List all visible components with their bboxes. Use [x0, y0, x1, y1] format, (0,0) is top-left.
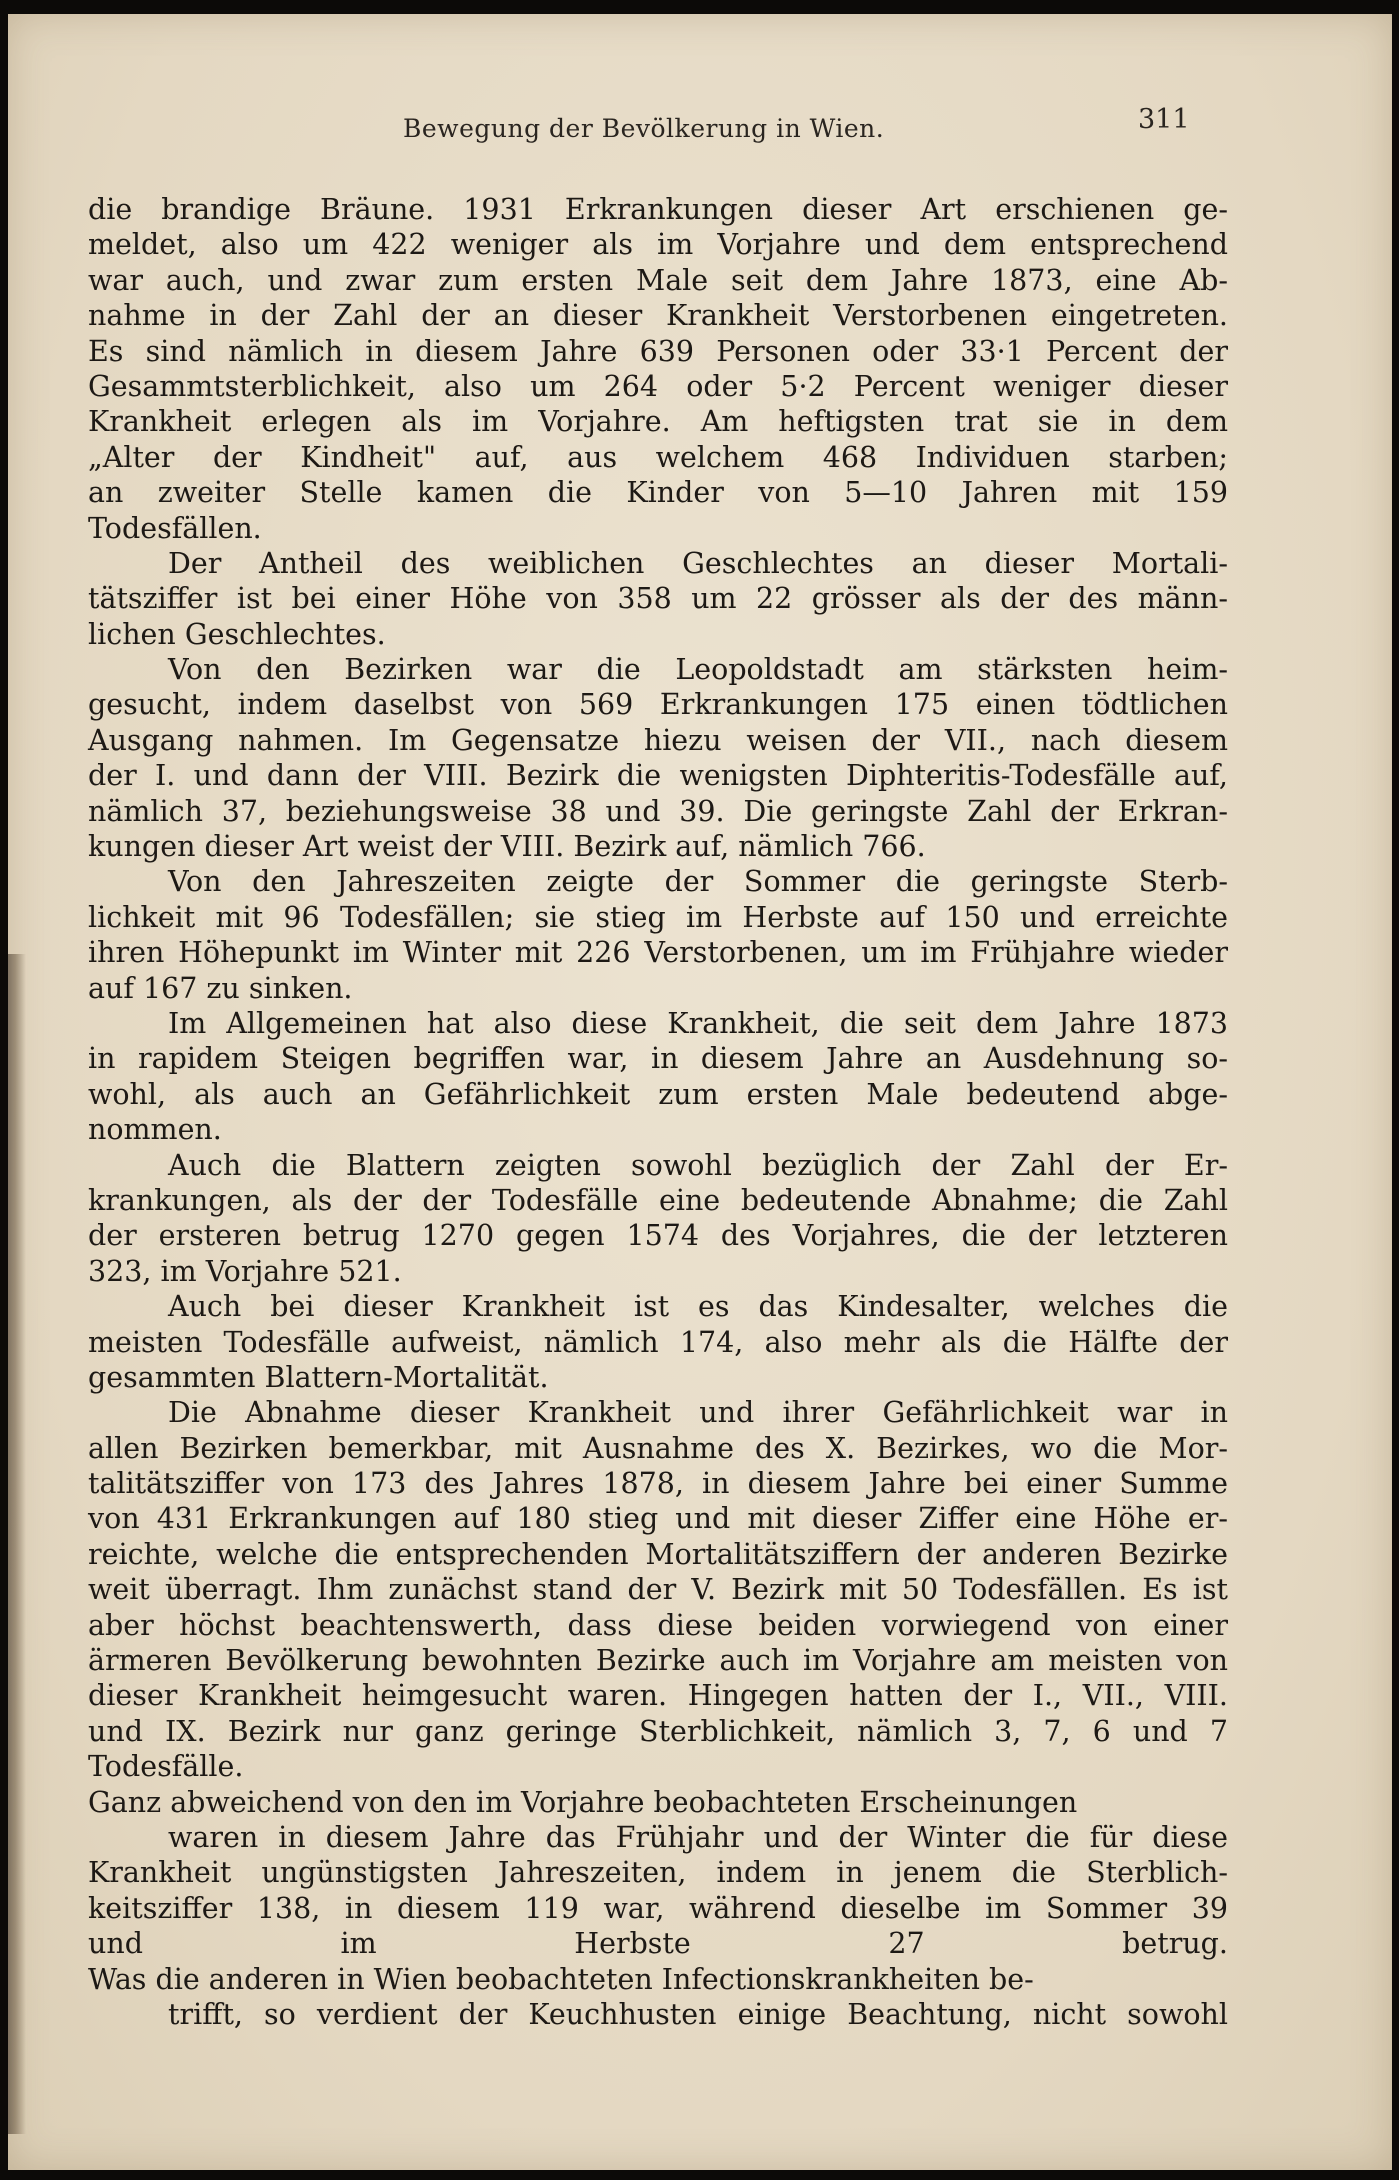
text-line: ärmeren Bevölkerung bewohnten Bezirke auch im Vorjahre am meisten von	[88, 1644, 1228, 1678]
text-line: Was die anderen in Wien beobachteten Infectionskrankheiten be-	[88, 1962, 1034, 1996]
text-line: Ausgang nahmen. Im Gegensatze hiezu weisen der VII., nach diesem	[88, 723, 1228, 757]
text-line: Krankheit erlegen als im Vorjahre. Am heftigsten trat sie in dem	[88, 405, 1228, 439]
text-line: und IX. Bezirk nur ganz geringe Sterblichkeit, nämlich 3, 7, 6 und 7	[88, 1714, 1228, 1748]
text-line: keitsziffer 138, in diesem 119 war, während dieselbe im Sommer 39	[88, 1891, 1228, 1925]
text-line: nahme in der Zahl der an dieser Krankheit Verstorbenen eingetreten.	[88, 299, 1228, 333]
text-line: lichen Geschlechtes.	[88, 617, 386, 651]
text-line: in rapidem Steigen begriffen war, in diesem Jahre an Ausdehnung so-	[88, 1042, 1228, 1076]
text-line: und im Herbste 27 betrug.	[88, 1927, 1228, 1961]
text-line: Todesfällen.	[88, 511, 262, 545]
text-line: war auch, und zwar zum ersten Male seit dem Jahre 1873, eine Ab-	[88, 263, 1228, 297]
text-line: Im Allgemeinen hat also diese Krankheit, die seit dem Jahre 1873	[168, 1006, 1228, 1040]
text-line: Die Abnahme dieser Krankheit und ihrer Gefährlichkeit war in	[168, 1396, 1228, 1430]
text-line: Krankheit ungünstigsten Jahreszeiten, indem in jenem die Sterblich-	[88, 1856, 1228, 1890]
text-line: „Alter der Kindheit" auf, aus welchem 468 Individuen starben;	[88, 440, 1228, 474]
text-line: allen Bezirken bemerkbar, mit Ausnahme des X. Bezirkes, wo die Mor-	[88, 1431, 1228, 1465]
text-line: von 431 Erkrankungen auf 180 stieg und mit dieser Ziffer eine Höhe er-	[88, 1502, 1228, 1536]
text-line: der I. und dann der VIII. Bezirk die wenigsten Diphteritis-Todesfälle auf,	[88, 759, 1228, 793]
text-line: Der Antheil des weiblichen Geschlechtes an dieser Mortali-	[168, 546, 1228, 580]
text-line: Es sind nämlich in diesem Jahre 639 Personen oder 33·1 Percent der	[88, 334, 1228, 368]
text-line: die brandige Bräune. 1931 Erkrankungen dieser Art erschienen ge-	[88, 193, 1228, 226]
text-line: meisten Todesfälle aufweist, nämlich 174, also mehr als die Hälfte der	[88, 1325, 1228, 1359]
text-line: Todesfälle.	[88, 1750, 244, 1784]
text-line: kungen dieser Art weist der VIII. Bezirk auf, nämlich 766.	[88, 830, 926, 864]
running-header: Bewegung der Bevölkerung in Wien.	[403, 114, 885, 143]
text-line: gesammten Blattern-Mortalität.	[88, 1360, 549, 1394]
text-line: waren in diesem Jahre das Frühjahr und der Winter die für diese	[168, 1820, 1228, 1854]
text-line: 323, im Vorjahre 521.	[88, 1254, 402, 1288]
torn-left-edge	[8, 954, 26, 2134]
text-line: nämlich 37, beziehungsweise 38 und 39. Die geringste Zahl der Erkran-	[88, 794, 1228, 828]
text-line: dieser Krankheit heimgesucht waren. Hingegen hatten der I., VII., VIII.	[88, 1679, 1228, 1713]
text-line: lichkeit mit 96 Todesfällen; sie stieg im Herbste auf 150 und erreichte	[88, 900, 1228, 934]
text-line: an zweiter Stelle kamen die Kinder von 5—10 Jahren mit 159	[88, 476, 1228, 510]
text-line: trifft, so verdient der Keuchhusten einige Beachtung, nicht sowohl	[168, 1997, 1228, 2031]
text-line: krankungen, als der der Todesfälle eine bedeutende Abnahme; die Zahl	[88, 1183, 1228, 1217]
text-line: tätsziffer ist bei einer Höhe von 358 um 22 grösser als der des männ-	[88, 582, 1228, 616]
text-line: der ersteren betrug 1270 gegen 1574 des Vorjahres, die der letzteren	[88, 1219, 1228, 1253]
text-line: Gesammtsterblichkeit, also um 264 oder 5·2 Percent weniger dieser	[88, 369, 1228, 403]
text-line: wohl, als auch an Gefährlichkeit zum ersten Male bedeutend abge-	[88, 1077, 1228, 1111]
text-line: Auch bei dieser Krankheit ist es das Kindesalter, welches die	[168, 1290, 1228, 1324]
text-line: weit überragt. Ihm zunächst stand der V. Bezirk mit 50 Todesfällen. Es ist	[88, 1573, 1228, 1607]
text-line: aber höchst beachtenswerth, dass diese beiden vorwiegend von einer	[88, 1608, 1228, 1642]
text-line: reichte, welche die entsprechenden Mortalitätsziffern der anderen Bezirke	[88, 1537, 1228, 1571]
text-line: meldet, also um 422 weniger als im Vorjahre und dem entsprechend	[88, 228, 1228, 262]
text-line: ihren Höhepunkt im Winter mit 226 Verstorbenen, um im Frühjahre wieder	[88, 936, 1228, 970]
book-page	[8, 14, 1392, 2170]
text-line: auf 167 zu sinken.	[88, 971, 353, 1005]
text-line: Auch die Blattern zeigten sowohl bezüglich der Zahl der Er-	[168, 1148, 1228, 1182]
body-text	[88, 192, 1228, 2032]
text-line: talitätsziffer von 173 des Jahres 1878, in diesem Jahre bei einer Summe	[88, 1467, 1228, 1501]
text-line: nommen.	[88, 1113, 222, 1147]
text-line: gesucht, indem daselbst von 569 Erkrankungen 175 einen tödtlichen	[88, 688, 1228, 722]
text-line: Ganz abweichend von den im Vorjahre beobachteten Erscheinungen	[88, 1785, 1078, 1819]
text-line: Von den Jahreszeiten zeigte der Sommer die geringste Sterb-	[168, 865, 1228, 899]
text-line: Von den Bezirken war die Leopoldstadt am stärksten heim-	[168, 653, 1228, 687]
page-number: 311	[1138, 104, 1190, 135]
